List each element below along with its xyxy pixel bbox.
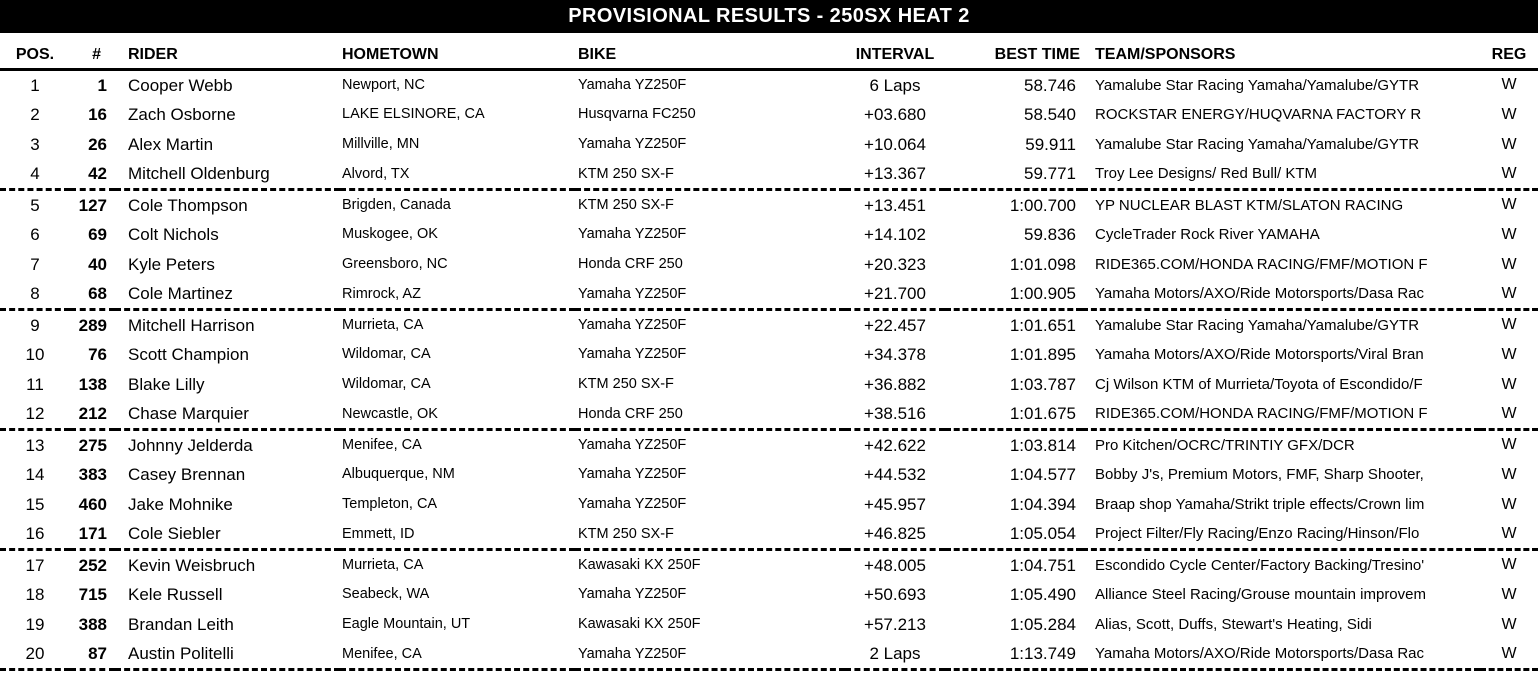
- num-cell: 68: [88, 284, 107, 304]
- header-row: [0, 33, 1538, 70]
- column-header-bike: BIKE: [575, 33, 845, 70]
- table-row: [0, 190, 1538, 220]
- rider-cell: Jake Mohnike: [128, 495, 233, 514]
- pos-cell: 12: [25, 404, 45, 424]
- table-row: [0, 550, 1538, 580]
- interval-cell: +48.005: [864, 555, 926, 575]
- team-cell: RIDE365.COM/HONDA RACING/FMF/MOTION F: [1095, 405, 1428, 423]
- row-group: [0, 190, 1538, 310]
- hometown-cell: Wildomar, CA: [342, 376, 431, 393]
- pos-cell: 4: [30, 164, 40, 184]
- table-row: [0, 130, 1538, 160]
- interval-cell: +14.102: [864, 225, 926, 244]
- reg-cell: W: [1501, 556, 1517, 574]
- best-cell: 1:04.577: [1009, 465, 1076, 484]
- table-row: [0, 70, 1538, 100]
- reg-cell: W: [1501, 644, 1517, 662]
- pos-cell: 16: [25, 524, 45, 544]
- hometown-cell: Emmett, ID: [342, 525, 415, 542]
- num-cell: 252: [78, 555, 107, 575]
- table-row: [0, 250, 1538, 280]
- bike-cell: Yamaha YZ250F: [578, 136, 687, 153]
- reg-cell: W: [1501, 404, 1517, 422]
- num-cell: 460: [78, 495, 107, 514]
- interval-cell: +13.451: [864, 195, 926, 215]
- reg-cell: W: [1501, 196, 1517, 214]
- column-header-pos: POS.: [0, 33, 70, 70]
- pos-cell: 14: [25, 465, 45, 484]
- reg-cell: W: [1501, 615, 1517, 633]
- rider-cell: Mitchell Oldenburg: [128, 164, 270, 184]
- column-header-team: TEAM/SPONSORS: [1082, 33, 1480, 70]
- pos-cell: 7: [30, 255, 40, 274]
- reg-cell: W: [1501, 495, 1517, 513]
- rider-cell: Kyle Peters: [128, 255, 215, 274]
- best-cell: 1:05.490: [1009, 585, 1076, 604]
- best-cell: 59.836: [1024, 225, 1076, 244]
- bike-cell: KTM 250 SX-F: [578, 376, 674, 393]
- column-header-num: #: [70, 33, 115, 70]
- reg-cell: W: [1501, 225, 1517, 243]
- team-cell: Pro Kitchen/OCRC/TRINTIY GFX/DCR: [1095, 436, 1355, 454]
- bike-cell: Honda CRF 250: [578, 256, 683, 273]
- hometown-cell: Menifee, CA: [342, 645, 422, 662]
- column-header-hometown: HOMETOWN: [340, 33, 575, 70]
- team-cell: Alliance Steel Racing/Grouse mountain improvem: [1095, 586, 1426, 603]
- best-cell: 1:03.814: [1009, 435, 1076, 455]
- reg-cell: W: [1501, 465, 1517, 483]
- num-cell: 76: [88, 345, 107, 364]
- interval-cell: +13.367: [864, 164, 926, 184]
- rider-cell: Cole Thompson: [128, 195, 248, 215]
- column-header-reg: REG: [1480, 33, 1538, 70]
- team-cell: Troy Lee Designs/ Red Bull/ KTM: [1095, 165, 1318, 183]
- bike-cell: KTM 250 SX-F: [578, 197, 674, 213]
- title-bar: [0, 0, 1538, 33]
- bike-cell: Yamaha YZ250F: [578, 645, 687, 662]
- bike-cell: Yamaha YZ250F: [578, 317, 687, 333]
- page-title: PROVISIONAL RESULTS - 250SX HEAT 2: [568, 5, 970, 27]
- rider-cell: Mitchell Harrison: [128, 315, 255, 335]
- rider-cell: Colt Nichols: [128, 225, 219, 244]
- rider-cell: Scott Champion: [128, 345, 249, 364]
- reg-cell: W: [1501, 76, 1517, 94]
- interval-cell: 2 Laps: [869, 644, 921, 664]
- num-cell: 388: [78, 615, 107, 634]
- table-row: [0, 280, 1538, 310]
- interval-cell: +22.457: [864, 315, 926, 335]
- rider-cell: Alex Martin: [128, 135, 214, 154]
- best-cell: 1:03.787: [1009, 375, 1076, 394]
- bike-cell: KTM 250 SX-F: [578, 525, 674, 542]
- team-cell: CycleTrader Rock River YAMAHA: [1095, 226, 1320, 243]
- hometown-cell: Greensboro, NC: [342, 256, 448, 273]
- num-cell: 40: [88, 255, 107, 274]
- row-group: [0, 430, 1538, 550]
- team-cell: Escondido Cycle Center/Factory Backing/Tresino': [1095, 556, 1425, 574]
- interval-cell: +03.680: [864, 105, 926, 124]
- table-row: [0, 340, 1538, 370]
- pos-cell: 8: [30, 284, 40, 304]
- team-cell: Yamalube Star Racing Yamaha/Yamalube/GYTR: [1095, 136, 1420, 153]
- reg-cell: W: [1501, 164, 1517, 182]
- hometown-cell: Muskogee, OK: [342, 226, 438, 243]
- num-cell: 26: [88, 135, 107, 154]
- num-cell: 383: [78, 465, 107, 484]
- team-cell: ROCKSTAR ENERGY/HUQVARNA FACTORY R: [1095, 106, 1422, 123]
- num-cell: 275: [78, 435, 107, 455]
- hometown-cell: Newcastle, OK: [342, 405, 438, 422]
- table-row: [0, 220, 1538, 250]
- best-cell: 1:05.284: [1009, 615, 1076, 634]
- hometown-cell: Templeton, CA: [342, 496, 438, 513]
- interval-cell: +44.532: [864, 465, 926, 484]
- hometown-cell: Millville, MN: [342, 136, 420, 153]
- team-cell: Bobby J's, Premium Motors, FMF, Sharp Shooter,: [1095, 466, 1424, 483]
- num-cell: 715: [78, 585, 107, 604]
- reg-cell: W: [1501, 105, 1517, 123]
- bike-cell: Kawasaki KX 250F: [578, 616, 701, 633]
- num-cell: 16: [88, 105, 107, 124]
- column-header-rider: RIDER: [115, 33, 340, 70]
- table-row: [0, 610, 1538, 640]
- num-cell: 289: [78, 315, 107, 335]
- hometown-cell: Menifee, CA: [342, 437, 422, 453]
- best-cell: 1:01.651: [1009, 315, 1076, 335]
- interval-cell: +34.378: [864, 345, 926, 364]
- interval-cell: +21.700: [864, 284, 926, 304]
- bike-cell: Yamaha YZ250F: [578, 437, 687, 453]
- table-row: [0, 490, 1538, 520]
- hometown-cell: Eagle Mountain, UT: [342, 616, 471, 633]
- pos-cell: 3: [30, 135, 40, 154]
- team-cell: Braap shop Yamaha/Strikt triple effects/Crown lim: [1095, 496, 1425, 513]
- bike-cell: Kawasaki KX 250F: [578, 557, 701, 573]
- bike-cell: Husqvarna FC250: [578, 106, 696, 123]
- reg-cell: W: [1501, 524, 1517, 542]
- team-cell: Yamalube Star Racing Yamaha/Yamalube/GYTR: [1095, 316, 1420, 334]
- best-cell: 1:01.098: [1009, 255, 1076, 274]
- table-row: [0, 100, 1538, 130]
- team-cell: Yamaha Motors/AXO/Ride Motorsports/Dasa Rac: [1095, 285, 1425, 303]
- best-cell: 58.540: [1024, 105, 1076, 124]
- pos-cell: 11: [26, 375, 44, 394]
- rider-cell: Cole Martinez: [128, 284, 233, 304]
- interval-cell: 6 Laps: [869, 75, 921, 95]
- reg-cell: W: [1501, 345, 1517, 363]
- bike-cell: Yamaha YZ250F: [578, 226, 687, 243]
- reg-cell: W: [1501, 585, 1517, 603]
- hometown-cell: Murrieta, CA: [342, 317, 424, 333]
- pos-cell: 13: [25, 435, 45, 455]
- results-table: [0, 33, 1538, 671]
- pos-cell: 19: [25, 615, 45, 634]
- bike-cell: Yamaha YZ250F: [578, 496, 687, 513]
- interval-cell: +10.064: [864, 135, 926, 154]
- table-row: [0, 640, 1538, 670]
- num-cell: 1: [97, 75, 107, 95]
- interval-cell: +46.825: [864, 524, 926, 544]
- team-cell: RIDE365.COM/HONDA RACING/FMF/MOTION F: [1095, 256, 1428, 273]
- pos-cell: 10: [25, 345, 45, 364]
- interval-cell: +38.516: [864, 404, 926, 424]
- best-cell: 1:00.700: [1009, 195, 1076, 215]
- team-cell: YP NUCLEAR BLAST KTM/SLATON RACING: [1095, 196, 1404, 214]
- bike-cell: Yamaha YZ250F: [578, 285, 687, 302]
- rider-cell: Blake Lilly: [128, 375, 205, 394]
- hometown-cell: Brigden, Canada: [342, 197, 451, 213]
- best-cell: 1:04.751: [1009, 555, 1076, 575]
- best-cell: 1:01.675: [1009, 404, 1076, 424]
- num-cell: 212: [78, 404, 107, 424]
- pos-cell: 5: [30, 195, 40, 215]
- pos-cell: 15: [25, 495, 45, 514]
- row-group: [0, 550, 1538, 670]
- rider-cell: Cole Siebler: [128, 524, 221, 544]
- bike-cell: Yamaha YZ250F: [578, 466, 687, 483]
- team-cell: Project Filter/Fly Racing/Enzo Racing/Hinson/Flo: [1095, 525, 1420, 543]
- best-cell: 1:04.394: [1009, 495, 1076, 514]
- team-cell: Yamaha Motors/AXO/Ride Motorsports/Dasa Rac: [1095, 645, 1425, 663]
- num-cell: 127: [78, 195, 107, 215]
- reg-cell: W: [1501, 375, 1517, 393]
- column-header-best: BEST TIME: [945, 33, 1082, 70]
- rider-cell: Cooper Webb: [128, 75, 233, 95]
- rider-cell: Johnny Jelderda: [128, 435, 253, 455]
- interval-cell: +20.323: [864, 255, 926, 274]
- interval-cell: +42.622: [864, 435, 926, 455]
- table-row: [0, 520, 1538, 550]
- table-row: [0, 430, 1538, 460]
- team-cell: Yamaha Motors/AXO/Ride Motorsports/Viral Bran: [1095, 346, 1424, 363]
- rider-cell: Brandan Leith: [128, 615, 234, 634]
- best-cell: 1:13.749: [1009, 644, 1076, 664]
- bike-cell: Honda CRF 250: [578, 405, 683, 422]
- best-cell: 1:05.054: [1009, 524, 1076, 544]
- table-header: [0, 33, 1538, 70]
- interval-cell: +57.213: [864, 615, 926, 634]
- table-row: [0, 460, 1538, 490]
- hometown-cell: Seabeck, WA: [342, 586, 430, 603]
- best-cell: 59.911: [1025, 135, 1076, 154]
- rider-cell: Chase Marquier: [128, 404, 249, 424]
- team-cell: Alias, Scott, Duffs, Stewart's Heating, Sidi: [1095, 616, 1372, 633]
- num-cell: 42: [88, 164, 107, 184]
- team-cell: Cj Wilson KTM of Murrieta/Toyota of Escondido/F: [1095, 376, 1423, 393]
- hometown-cell: Wildomar, CA: [342, 346, 431, 363]
- bike-cell: Yamaha YZ250F: [578, 77, 687, 93]
- reg-cell: W: [1501, 436, 1517, 454]
- bike-cell: Yamaha YZ250F: [578, 346, 687, 363]
- team-cell: Yamalube Star Racing Yamaha/Yamalube/GYTR: [1095, 76, 1420, 94]
- hometown-cell: Albuquerque, NM: [342, 466, 455, 483]
- rider-cell: Casey Brennan: [128, 465, 246, 484]
- rider-cell: Kele Russell: [128, 585, 223, 604]
- num-cell: 69: [88, 225, 107, 244]
- row-group: [0, 70, 1538, 190]
- pos-cell: 18: [25, 585, 45, 604]
- table-row: [0, 370, 1538, 400]
- num-cell: 138: [78, 375, 107, 394]
- interval-cell: +45.957: [864, 495, 926, 514]
- pos-cell: 20: [25, 644, 45, 664]
- reg-cell: W: [1501, 135, 1517, 153]
- pos-cell: 17: [25, 555, 45, 575]
- pos-cell: 6: [30, 225, 40, 244]
- hometown-cell: LAKE ELSINORE, CA: [342, 106, 485, 123]
- table-row: [0, 580, 1538, 610]
- interval-cell: +36.882: [864, 375, 926, 394]
- table-row: [0, 160, 1538, 190]
- hometown-cell: Alvord, TX: [342, 165, 410, 182]
- column-header-interval: INTERVAL: [845, 33, 945, 70]
- rider-cell: Kevin Weisbruch: [128, 555, 256, 575]
- reg-cell: W: [1501, 284, 1517, 302]
- pos-cell: 2: [30, 105, 40, 124]
- best-cell: 1:00.905: [1009, 284, 1076, 304]
- hometown-cell: Rimrock, AZ: [342, 285, 421, 302]
- num-cell: 171: [78, 524, 107, 544]
- rider-cell: Austin Politelli: [128, 644, 234, 664]
- table-row: [0, 310, 1538, 340]
- reg-cell: W: [1501, 316, 1517, 334]
- hometown-cell: Murrieta, CA: [342, 557, 424, 573]
- rider-cell: Zach Osborne: [128, 105, 236, 124]
- pos-cell: 9: [30, 315, 40, 335]
- num-cell: 87: [88, 644, 107, 664]
- best-cell: 59.771: [1024, 164, 1076, 184]
- bike-cell: Yamaha YZ250F: [578, 586, 687, 603]
- best-cell: 1:01.895: [1009, 345, 1076, 364]
- best-cell: 58.746: [1024, 75, 1076, 95]
- reg-cell: W: [1501, 255, 1517, 273]
- pos-cell: 1: [30, 75, 40, 95]
- interval-cell: +50.693: [864, 585, 926, 604]
- row-group: [0, 310, 1538, 430]
- bike-cell: KTM 250 SX-F: [578, 165, 674, 182]
- hometown-cell: Newport, NC: [342, 77, 425, 93]
- table-row: [0, 400, 1538, 430]
